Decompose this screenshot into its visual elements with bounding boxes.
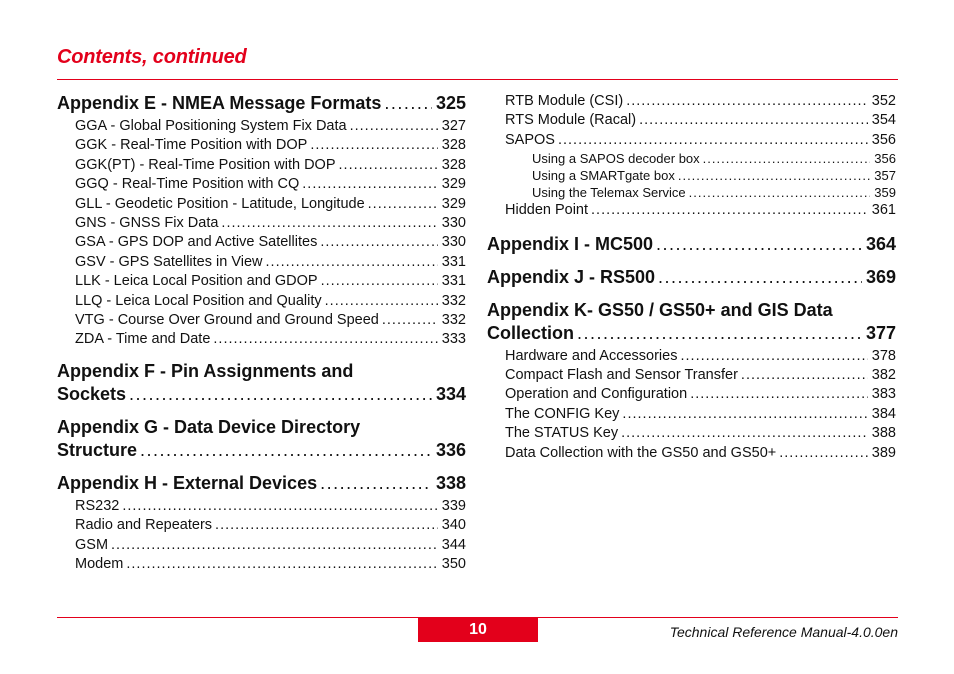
toc-page-number: 361 [871,202,896,219]
toc-entry[interactable] [57,136,466,155]
leader-dots [577,322,862,345]
toc-right-column [487,92,896,463]
toc-heading[interactable] [487,233,896,256]
leader-dots [626,92,868,111]
toc-entry[interactable] [487,405,896,424]
leader-dots [325,292,438,311]
leader-dots [621,424,868,443]
toc-entry-label: LLK - Leica Local Position and GDOP [75,273,318,290]
leader-dots [622,405,867,424]
toc-entry-label: GGK - Real-Time Position with DOP [75,137,308,154]
toc-entry[interactable] [57,516,466,535]
leader-dots [368,195,438,214]
leader-dots [558,131,868,150]
toc-heading-line1[interactable]: Appendix F - Pin Assignments and [57,360,354,381]
toc-page-number: 364 [865,233,896,254]
toc-sub-list [57,117,466,350]
toc-entry[interactable] [57,233,466,252]
toc-heading-label: Appendix E - NMEA Message Formats [57,93,382,113]
toc-page-number: 383 [871,386,896,403]
toc-heading[interactable] [57,439,466,462]
toc-entry-label: Using the Telemax Service [532,185,686,201]
toc-entry-label: Modem [75,556,124,573]
toc-entry[interactable] [487,111,896,130]
toc-page-number: 338 [435,472,466,493]
toc-entry[interactable] [57,253,466,272]
toc-page-number: 325 [435,93,466,113]
toc-entry[interactable] [57,117,466,136]
toc-sub-list [57,497,466,575]
leader-dots [126,555,437,574]
toc-entry-label: GGA - Global Positioning System Fix Data [75,118,347,134]
toc-heading-label: Appendix H - External Devices [57,472,318,493]
toc-entry-label: Data Collection with the GS50 and GS50+ [505,444,777,461]
toc-entry[interactable] [57,330,466,349]
leader-dots [320,472,432,495]
toc-entry-label: Operation and Configuration [505,386,688,403]
toc-entry[interactable] [487,92,896,111]
toc-entry-label: GNS - GNSS Fix Data [75,215,219,232]
toc-entry[interactable] [57,555,466,574]
toc-entry-label: GSA - GPS DOP and Active Satellites [75,234,318,251]
toc-page-number: 336 [435,439,466,460]
toc-entry-label: RTB Module (CSI) [505,93,624,109]
leader-dots [382,311,438,330]
leader-dots [680,347,867,366]
toc-heading-label: Sockets [57,383,127,404]
toc-page-number: 331 [441,253,466,270]
toc-entry-label: Compact Flash and Sensor Transfer [505,367,738,384]
leader-dots [639,111,868,130]
leader-dots [320,233,437,252]
toc-page-number: 378 [871,347,896,364]
leader-dots [122,497,437,516]
toc-entry-label: Using a SAPOS decoder box [532,151,700,167]
toc-page-number: 328 [441,137,466,154]
toc-page-number: 369 [865,266,896,287]
toc-left-column [57,92,466,575]
toc-heading[interactable] [57,383,466,406]
leader-dots [656,233,862,256]
toc-page-number: 339 [441,497,466,514]
toc-page-number: 327 [441,118,466,134]
toc-entry[interactable] [487,201,896,220]
toc-entry-label: Hidden Point [505,202,589,219]
toc-entry[interactable] [57,536,466,555]
toc-entry[interactable] [57,311,466,330]
leader-dots [215,516,438,535]
toc-entry-label: RTS Module (Racal) [505,112,637,129]
leader-dots [779,444,868,463]
leader-dots [129,383,432,406]
leader-dots [111,536,438,555]
toc-page-number: 359 [874,185,896,201]
toc-heading-label: Appendix J - RS500 [487,266,656,287]
toc-sub-list [487,347,896,463]
toc-entry[interactable] [487,347,896,366]
leader-dots [266,253,438,272]
toc-page-number: 352 [871,93,896,109]
toc-page-number: 377 [865,322,896,343]
toc-heading-line1[interactable]: Appendix K- GS50 / GS50+ and GIS Data [487,299,833,320]
toc-entry[interactable] [487,424,896,443]
toc-entry-label: GSM [75,536,109,553]
toc-entry-label: Hardware and Accessories [505,347,678,364]
page-number-badge: 10 [418,618,538,642]
toc-entry-label: GSV - GPS Satellites in View [75,253,263,270]
leader-dots [221,214,437,233]
toc-section [487,266,896,289]
toc-heading-label: Appendix I - MC500 [487,233,654,254]
toc-page-number: 344 [441,536,466,553]
leader-dots [339,156,438,175]
toc-heading[interactable] [57,92,466,115]
leader-dots [741,366,868,385]
toc-entry[interactable] [57,195,466,214]
page-title: Contents, continued [57,46,247,68]
toc-entry[interactable] [57,272,466,291]
toc-page-number: 330 [441,215,466,232]
toc-subentry[interactable] [487,184,896,201]
toc-entry-label: LLQ - Leica Local Position and Quality [75,292,322,309]
toc-sub-list [487,92,896,221]
toc-entry[interactable] [487,444,896,463]
leader-dots [310,136,437,155]
header-rule [57,79,898,80]
toc-heading-line1[interactable]: Appendix G - Data Device Directory [57,416,361,437]
toc-section [487,299,896,463]
toc-entry[interactable] [57,214,466,233]
toc-page-number: 357 [874,168,896,184]
toc-page-number: 354 [871,112,896,129]
toc-page-number: 329 [441,195,466,212]
toc-section [57,92,466,350]
leader-dots [321,272,438,291]
toc-page-number: 329 [441,176,466,193]
toc-entry-label: GGQ - Real-Time Position with CQ [75,176,300,193]
toc-page-number: 356 [874,151,896,167]
toc-page-number: 333 [441,331,466,348]
toc-page-number: 384 [871,405,896,422]
toc-entry-label: VTG - Course Over Ground and Ground Speed [75,312,379,329]
leader-dots [703,150,871,167]
leader-dots [213,330,437,349]
toc-entry[interactable] [487,385,896,404]
toc-page-number: 382 [871,367,896,384]
toc-entry[interactable] [487,366,896,385]
toc-entry-label: The STATUS Key [505,425,619,442]
leader-dots [678,167,870,184]
toc-page-number: 331 [441,273,466,290]
toc-entry[interactable] [57,156,466,175]
leader-dots [690,385,868,404]
toc-entry-label: SAPOS [505,131,555,148]
toc-subentry[interactable] [487,167,896,184]
manual-title: Technical Reference Manual-4.0.0en [669,624,898,640]
toc-heading[interactable] [487,266,896,289]
toc-page-number: 350 [441,556,466,573]
toc-entry-label: RS232 [75,497,120,514]
toc-page-number: 334 [435,383,466,404]
toc-page-number: 389 [871,444,896,461]
toc-page-number: 332 [441,312,466,329]
leader-dots [302,175,438,194]
toc-heading-label: Structure [57,439,138,460]
toc-section [487,233,896,256]
leader-dots [350,117,438,136]
toc-section [57,360,466,406]
toc-entry-label: GGK(PT) - Real-Time Position with DOP [75,156,336,173]
toc-heading-label: Collection [487,322,575,343]
toc-page-number: 340 [441,517,466,534]
toc-heading[interactable] [487,322,896,345]
toc-entry[interactable] [57,175,466,194]
toc-page-number: 332 [441,292,466,309]
toc-page-number: 356 [871,131,896,148]
toc-subentry[interactable] [487,150,896,167]
toc-entry[interactable] [57,292,466,311]
toc-section [57,472,466,575]
toc-page-number: 328 [441,156,466,173]
leader-dots [658,266,862,289]
toc-section [57,416,466,462]
leader-dots [384,92,432,115]
leader-dots [689,184,871,201]
toc-entry-label: ZDA - Time and Date [75,331,211,348]
leader-dots [591,201,868,220]
toc-entry[interactable] [487,131,896,150]
toc-page-number: 388 [871,425,896,442]
toc-entry[interactable] [57,497,466,516]
toc-heading[interactable] [57,472,466,495]
toc-entry-label: GLL - Geodetic Position - Latitude, Longitude [75,195,365,212]
toc-entry-label: Using a SMARTgate box [532,168,675,184]
leader-dots [140,439,432,462]
toc-page-number: 330 [441,234,466,251]
toc-entry-label: Radio and Repeaters [75,517,213,534]
toc-entry-label: The CONFIG Key [505,405,620,422]
